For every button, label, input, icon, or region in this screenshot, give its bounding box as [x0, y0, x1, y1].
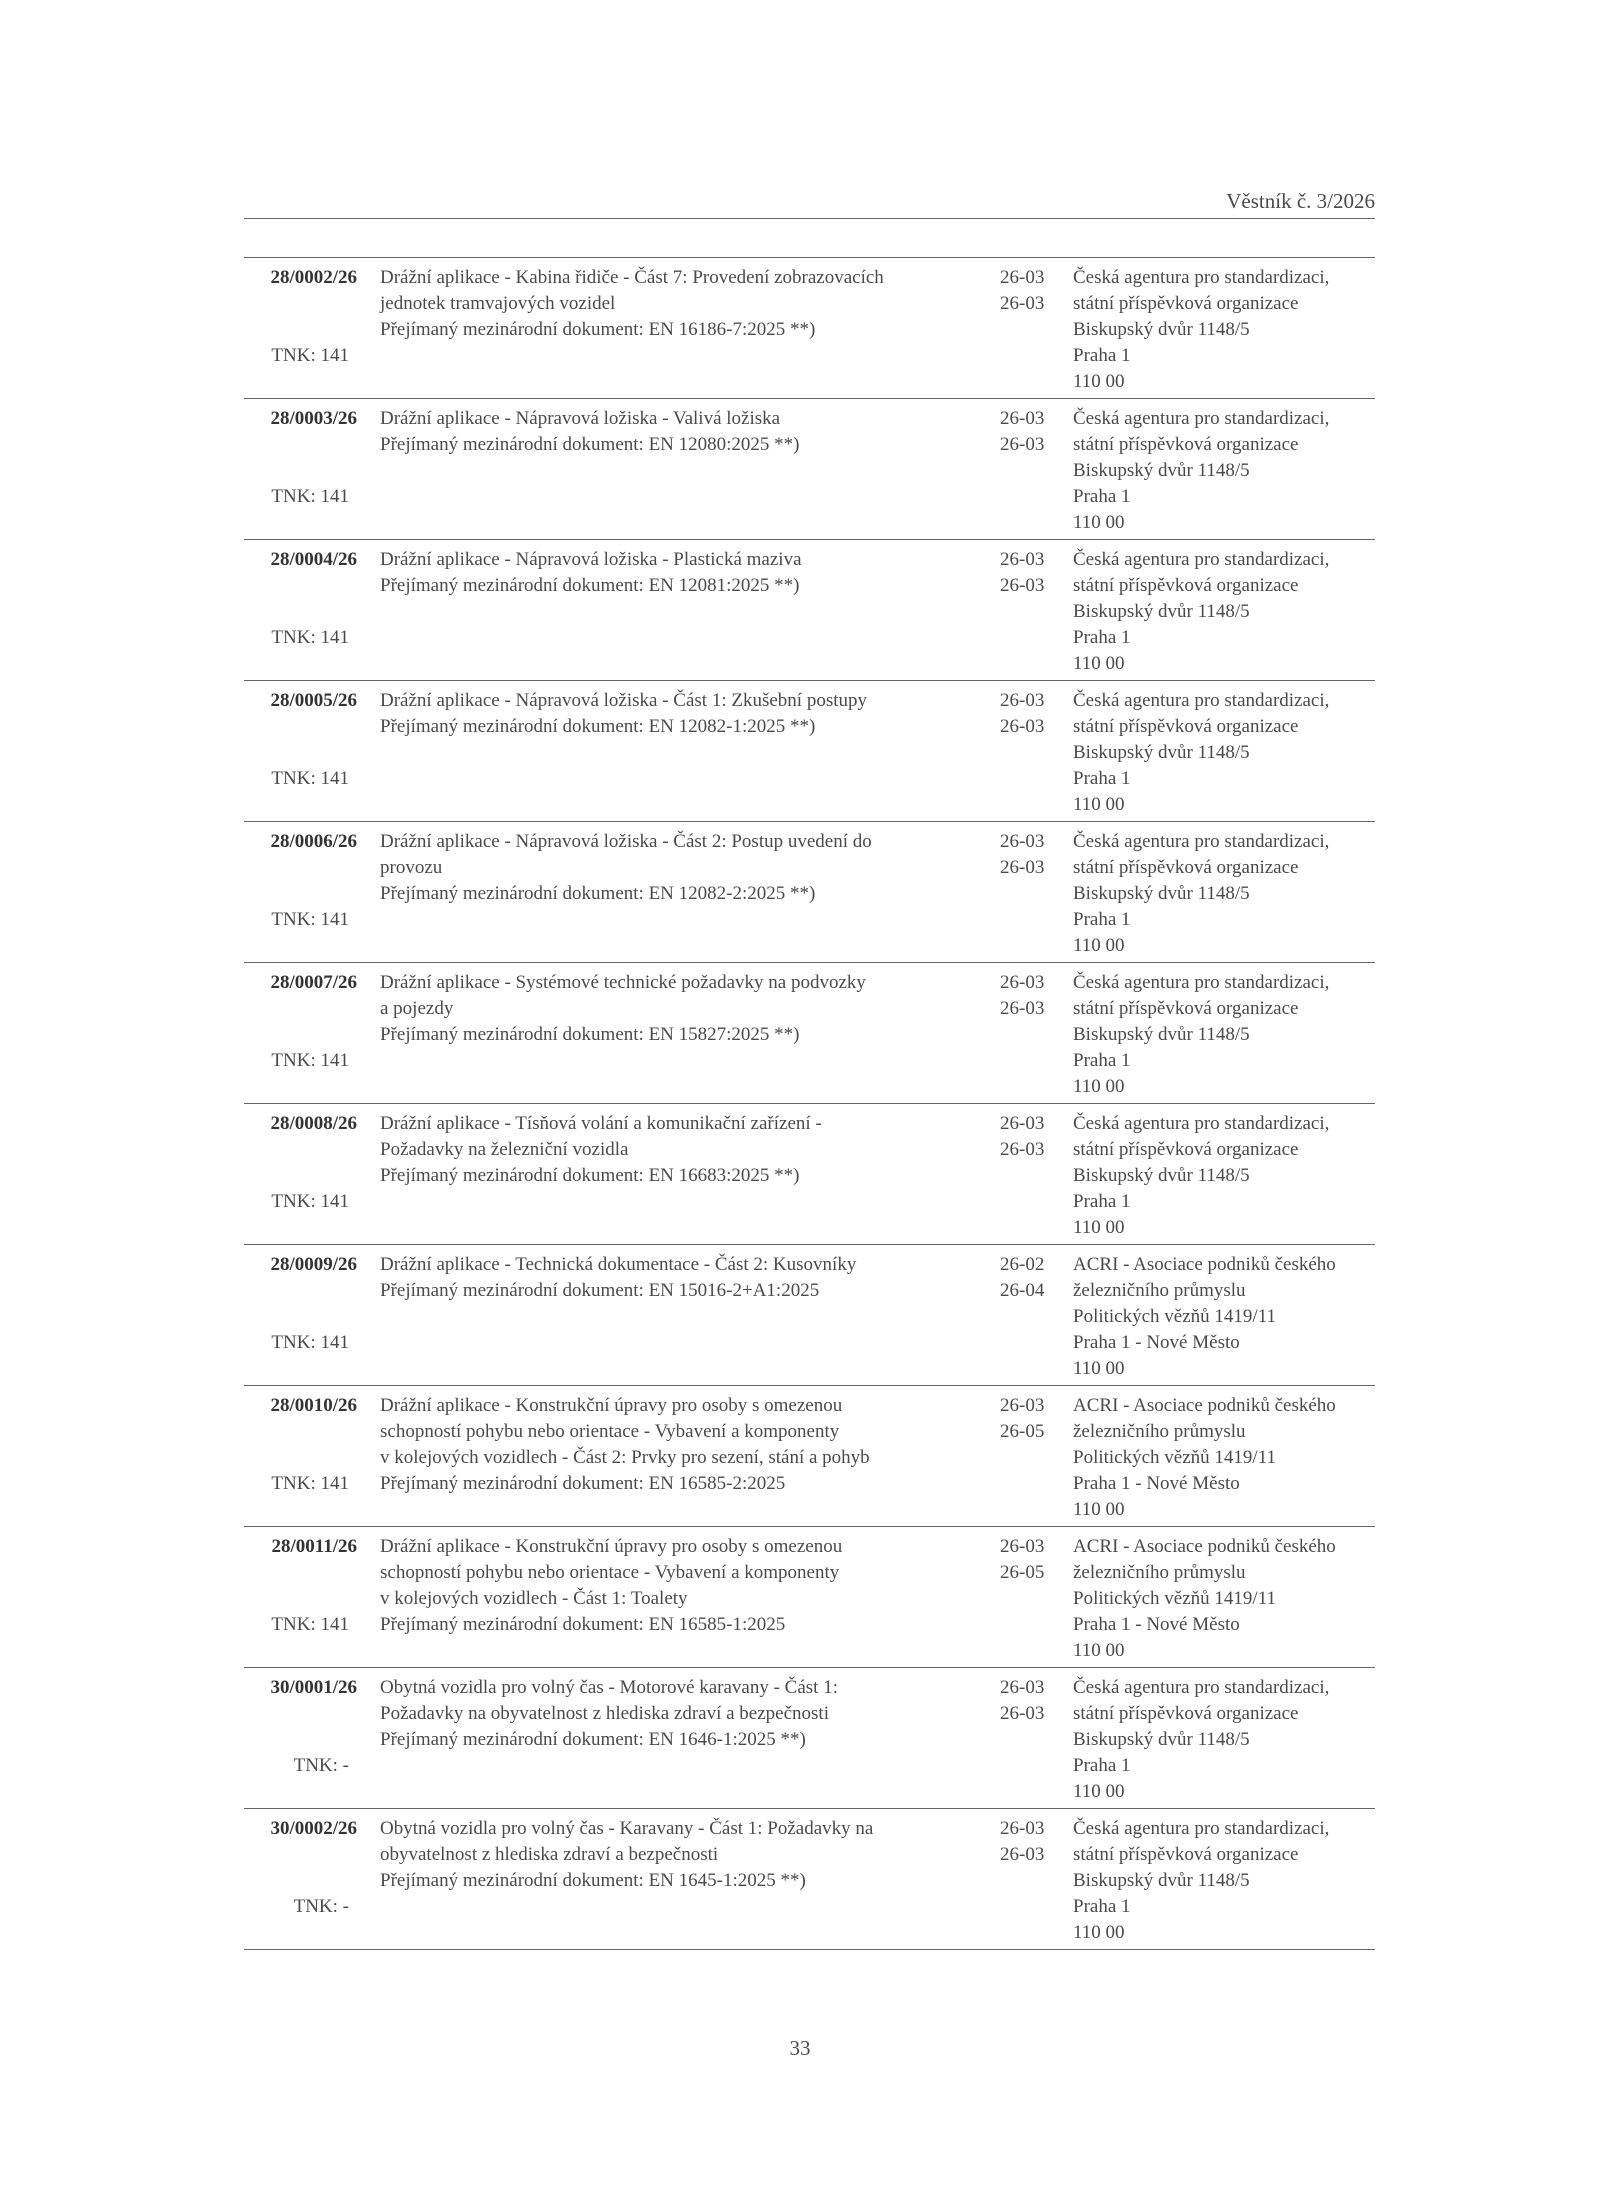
description-cell: [380, 1111, 822, 1189]
table-row: [244, 258, 1375, 399]
organization-line: Biskupský dvůr 1148/5: [1073, 1870, 1250, 1891]
description-line: Přejímaný mezinárodní dokument: EN 12082-2:2025 **): [380, 883, 816, 904]
description-line: Drážní aplikace - Kabina řidiče - Část 7: Provedení zobrazovacích: [380, 267, 884, 288]
table-row: [244, 1245, 1375, 1386]
table-row: [244, 1809, 1375, 1950]
organization-line: Biskupský dvůr 1148/5: [1073, 742, 1250, 763]
description-line: Přejímaný mezinárodní dokument: EN 16585-1:2025: [380, 1614, 786, 1635]
organization-line: Česká agentura pro standardizaci,: [1073, 690, 1330, 711]
organization-line: Politických vězňů 1419/11: [1073, 1447, 1276, 1468]
tnk-number: TNK: 141: [271, 909, 349, 930]
tnk-number: TNK: 141: [271, 627, 349, 648]
dates-cell: [1000, 1393, 1044, 1445]
description-cell: [380, 688, 867, 740]
description-line: schopností pohybu nebo orientace - Vybavení a komponenty: [380, 1421, 840, 1442]
description-line: Požadavky na železniční vozidla: [380, 1139, 629, 1160]
description-line: provozu: [380, 857, 443, 878]
organization-line: 110 00: [1073, 1640, 1125, 1661]
table-row: [244, 1527, 1375, 1668]
tnk-number: TNK: -: [293, 1755, 349, 1776]
description-line: Požadavky na obyvatelnost z hlediska zdraví a bezpečnosti: [380, 1703, 829, 1724]
organization-cell: [1073, 265, 1329, 395]
tnk-number: TNK: 141: [271, 1614, 349, 1635]
description-line: Přejímaný mezinárodní dokument: EN 12082-1:2025 **): [380, 716, 816, 737]
organization-line: Česká agentura pro standardizaci,: [1073, 1677, 1330, 1698]
organization-line: Česká agentura pro standardizaci,: [1073, 408, 1330, 429]
organization-line: Česká agentura pro standardizaci,: [1073, 1113, 1330, 1134]
dates-line: 26-03: [1000, 998, 1045, 1019]
organization-line: státní příspěvková organizace: [1073, 716, 1299, 737]
description-line: Přejímaný mezinárodní dokument: EN 12080:2025 **): [380, 434, 800, 455]
standard-id: 28/0010/26: [270, 1395, 357, 1416]
dates-cell: [1000, 829, 1044, 881]
dates-line: 26-03: [1000, 857, 1045, 878]
organization-line: státní příspěvková organizace: [1073, 1844, 1299, 1865]
dates-line: 26-03: [1000, 1703, 1045, 1724]
dates-line: 26-03: [1000, 434, 1045, 455]
tnk-number: TNK: 141: [271, 1473, 349, 1494]
standard-id: 28/0003/26: [270, 408, 357, 429]
tnk-number: TNK: -: [293, 1896, 349, 1917]
description-cell: [380, 829, 872, 907]
organization-line: 110 00: [1073, 1358, 1125, 1379]
organization-line: 110 00: [1073, 653, 1125, 674]
dates-line: 26-03: [1000, 972, 1045, 993]
dates-line: 26-03: [1000, 1818, 1045, 1839]
dates-cell: [1000, 265, 1044, 317]
dates-line: 26-05: [1000, 1421, 1045, 1442]
organization-cell: [1073, 970, 1329, 1100]
dates-line: 26-03: [1000, 716, 1045, 737]
organization-line: železničního průmyslu: [1073, 1562, 1246, 1583]
table-row: [244, 540, 1375, 681]
dates-line: 26-03: [1000, 1844, 1045, 1865]
organization-line: státní příspěvková organizace: [1073, 857, 1299, 878]
organization-cell: [1073, 1252, 1336, 1382]
organization-line: Česká agentura pro standardizaci,: [1073, 972, 1330, 993]
organization-line: Praha 1: [1073, 1191, 1131, 1212]
dates-line: 26-03: [1000, 831, 1045, 852]
description-line: v kolejových vozidlech - Část 1: Toalety: [380, 1588, 688, 1609]
standards-table: [244, 257, 1375, 1950]
standard-id: 28/0004/26: [270, 549, 357, 570]
description-line: Přejímaný mezinárodní dokument: EN 16585-2:2025: [380, 1473, 786, 1494]
description-line: Přejímaný mezinárodní dokument: EN 16186-7:2025 **): [380, 319, 816, 340]
organization-line: Biskupský dvůr 1148/5: [1073, 1729, 1250, 1750]
organization-line: státní příspěvková organizace: [1073, 575, 1299, 596]
organization-line: Praha 1: [1073, 345, 1131, 366]
description-line: obyvatelnost z hlediska zdraví a bezpečnosti: [380, 1844, 719, 1865]
page-number: 33: [789, 2036, 811, 2060]
dates-line: 26-03: [1000, 293, 1045, 314]
organization-line: státní příspěvková organizace: [1073, 434, 1299, 455]
description-line: Drážní aplikace - Konstrukční úpravy pro osoby s omezenou: [380, 1536, 843, 1557]
tnk-number: TNK: 141: [271, 1191, 349, 1212]
standard-id: 30/0002/26: [270, 1818, 357, 1839]
organization-line: Biskupský dvůr 1148/5: [1073, 883, 1250, 904]
dates-line: 26-03: [1000, 549, 1045, 570]
organization-line: Politických vězňů 1419/11: [1073, 1588, 1276, 1609]
dates-cell: [1000, 1534, 1044, 1586]
organization-line: Praha 1: [1073, 768, 1131, 789]
table-row: [244, 681, 1375, 822]
standard-id: 28/0002/26: [270, 267, 357, 288]
description-line: Drážní aplikace - Nápravová ložiska - Valivá ložiska: [380, 408, 781, 429]
organization-line: státní příspěvková organizace: [1073, 293, 1299, 314]
organization-cell: [1073, 547, 1329, 677]
dates-line: 26-03: [1000, 1113, 1045, 1134]
table-row: [244, 963, 1375, 1104]
organization-line: Biskupský dvůr 1148/5: [1073, 1024, 1250, 1045]
dates-line: 26-03: [1000, 1677, 1045, 1698]
tnk-number: TNK: 141: [271, 486, 349, 507]
description-cell: [380, 547, 802, 599]
organization-line: Politických vězňů 1419/11: [1073, 1306, 1276, 1327]
description-line: schopností pohybu nebo orientace - Vybavení a komponenty: [380, 1562, 840, 1583]
tnk-number: TNK: 141: [271, 1050, 349, 1071]
organization-line: Praha 1: [1073, 627, 1131, 648]
standard-id: 28/0009/26: [270, 1254, 357, 1275]
header-divider: [244, 218, 1375, 219]
standard-id: 28/0008/26: [270, 1113, 357, 1134]
description-line: Drážní aplikace - Konstrukční úpravy pro osoby s omezenou: [380, 1395, 843, 1416]
organization-line: Biskupský dvůr 1148/5: [1073, 601, 1250, 622]
organization-line: Praha 1 - Nové Město: [1073, 1614, 1240, 1635]
organization-line: Praha 1: [1073, 486, 1131, 507]
description-cell: [380, 265, 884, 343]
standard-id: 28/0007/26: [270, 972, 357, 993]
organization-line: Česká agentura pro standardizaci,: [1073, 267, 1330, 288]
dates-line: 26-03: [1000, 267, 1045, 288]
dates-cell: [1000, 1675, 1044, 1727]
organization-cell: [1073, 1393, 1336, 1523]
organization-cell: [1073, 829, 1329, 959]
dates-line: 26-03: [1000, 408, 1045, 429]
organization-line: 110 00: [1073, 794, 1125, 815]
description-line: Přejímaný mezinárodní dokument: EN 16683:2025 **): [380, 1165, 800, 1186]
organization-line: železničního průmyslu: [1073, 1280, 1246, 1301]
organization-line: Biskupský dvůr 1148/5: [1073, 460, 1250, 481]
description-line: jednotek tramvajových vozidel: [380, 293, 616, 314]
tnk-number: TNK: 141: [271, 1332, 349, 1353]
organization-line: Česká agentura pro standardizaci,: [1073, 1818, 1330, 1839]
organization-line: Praha 1: [1073, 1050, 1131, 1071]
organization-line: státní příspěvková organizace: [1073, 998, 1299, 1019]
table-row: [244, 822, 1375, 963]
description-line: v kolejových vozidlech - Část 2: Prvky pro sezení, stání a pohyb: [380, 1447, 870, 1468]
description-line: Drážní aplikace - Systémové technické požadavky na podvozky: [380, 972, 866, 993]
description-cell: [380, 1816, 873, 1894]
organization-line: 110 00: [1073, 1076, 1125, 1097]
organization-line: 110 00: [1073, 512, 1125, 533]
organization-line: železničního průmyslu: [1073, 1421, 1246, 1442]
description-line: Obytná vozidla pro volný čas - Karavany - Část 1: Požadavky na: [380, 1818, 874, 1839]
organization-cell: [1073, 406, 1329, 536]
table-row: [244, 1104, 1375, 1245]
organization-cell: [1073, 1534, 1336, 1664]
dates-line: 26-03: [1000, 1536, 1045, 1557]
description-line: Přejímaný mezinárodní dokument: EN 15827:2025 **): [380, 1024, 800, 1045]
standard-id: 28/0005/26: [270, 690, 357, 711]
description-cell: [380, 1252, 856, 1304]
dates-line: 26-03: [1000, 690, 1045, 711]
organization-cell: [1073, 688, 1329, 818]
organization-line: Praha 1: [1073, 1755, 1131, 1776]
organization-line: Biskupský dvůr 1148/5: [1073, 1165, 1250, 1186]
standard-id: 30/0001/26: [270, 1677, 357, 1698]
description-line: Přejímaný mezinárodní dokument: EN 15016-2+A1:2025: [380, 1280, 820, 1301]
dates-line: 26-03: [1000, 575, 1045, 596]
organization-line: Praha 1: [1073, 1896, 1131, 1917]
dates-cell: [1000, 1816, 1044, 1868]
dates-cell: [1000, 970, 1044, 1022]
standard-id: 28/0006/26: [270, 831, 357, 852]
table-row: [244, 1668, 1375, 1809]
dates-cell: [1000, 406, 1044, 458]
organization-line: 110 00: [1073, 1922, 1125, 1943]
description-line: Drážní aplikace - Nápravová ložiska - Část 2: Postup uvedení do: [380, 831, 872, 852]
dates-line: 26-05: [1000, 1562, 1045, 1583]
tnk-number: TNK: 141: [271, 768, 349, 789]
description-line: Drážní aplikace - Nápravová ložiska - Část 1: Zkušební postupy: [380, 690, 867, 711]
tnk-number: TNK: 141: [271, 345, 349, 366]
dates-line: 26-03: [1000, 1395, 1045, 1416]
description-cell: [380, 1675, 838, 1753]
description-cell: [380, 1534, 842, 1638]
journal-header-title: Věstník č. 3/2026: [1226, 189, 1375, 213]
dates-line: 26-03: [1000, 1139, 1045, 1160]
dates-cell: [1000, 688, 1044, 740]
description-line: a pojezdy: [380, 998, 454, 1019]
description-line: Drážní aplikace - Nápravová ložiska - Plastická maziva: [380, 549, 802, 570]
dates-line: 26-02: [1000, 1254, 1045, 1275]
organization-line: Biskupský dvůr 1148/5: [1073, 319, 1250, 340]
organization-line: ACRI - Asociace podniků českého: [1073, 1536, 1336, 1557]
description-cell: [380, 1393, 870, 1497]
dates-cell: [1000, 1111, 1044, 1163]
organization-line: Praha 1: [1073, 909, 1131, 930]
organization-line: ACRI - Asociace podniků českého: [1073, 1395, 1336, 1416]
dates-cell: [1000, 1252, 1044, 1304]
organization-line: státní příspěvková organizace: [1073, 1703, 1299, 1724]
organization-line: Praha 1 - Nové Město: [1073, 1473, 1240, 1494]
organization-line: Česká agentura pro standardizaci,: [1073, 831, 1330, 852]
description-line: Přejímaný mezinárodní dokument: EN 12081:2025 **): [380, 575, 800, 596]
description-line: Přejímaný mezinárodní dokument: EN 1646-1:2025 **): [380, 1729, 806, 1750]
organization-line: státní příspěvková organizace: [1073, 1139, 1299, 1160]
description-line: Obytná vozidla pro volný čas - Motorové karavany - Část 1:: [380, 1677, 838, 1698]
table-row: [244, 399, 1375, 540]
organization-line: Česká agentura pro standardizaci,: [1073, 549, 1330, 570]
organization-line: ACRI - Asociace podniků českého: [1073, 1254, 1336, 1275]
organization-line: 110 00: [1073, 1217, 1125, 1238]
organization-cell: [1073, 1111, 1329, 1241]
organization-line: 110 00: [1073, 1499, 1125, 1520]
organization-line: Praha 1 - Nové Město: [1073, 1332, 1240, 1353]
description-cell: [380, 406, 800, 458]
organization-cell: [1073, 1675, 1329, 1805]
organization-line: 110 00: [1073, 371, 1125, 392]
description-cell: [380, 970, 866, 1048]
description-line: Drážní aplikace - Technická dokumentace - Část 2: Kusovníky: [380, 1254, 857, 1275]
organization-line: 110 00: [1073, 935, 1125, 956]
dates-line: 26-04: [1000, 1280, 1045, 1301]
table-row: [244, 1386, 1375, 1527]
description-line: Drážní aplikace - Tísňová volání a komunikační zařízení -: [380, 1113, 822, 1134]
organization-cell: [1073, 1816, 1329, 1946]
description-line: Přejímaný mezinárodní dokument: EN 1645-1:2025 **): [380, 1870, 806, 1891]
standard-id: 28/0011/26: [271, 1536, 357, 1557]
dates-cell: [1000, 547, 1044, 599]
organization-line: 110 00: [1073, 1781, 1125, 1802]
